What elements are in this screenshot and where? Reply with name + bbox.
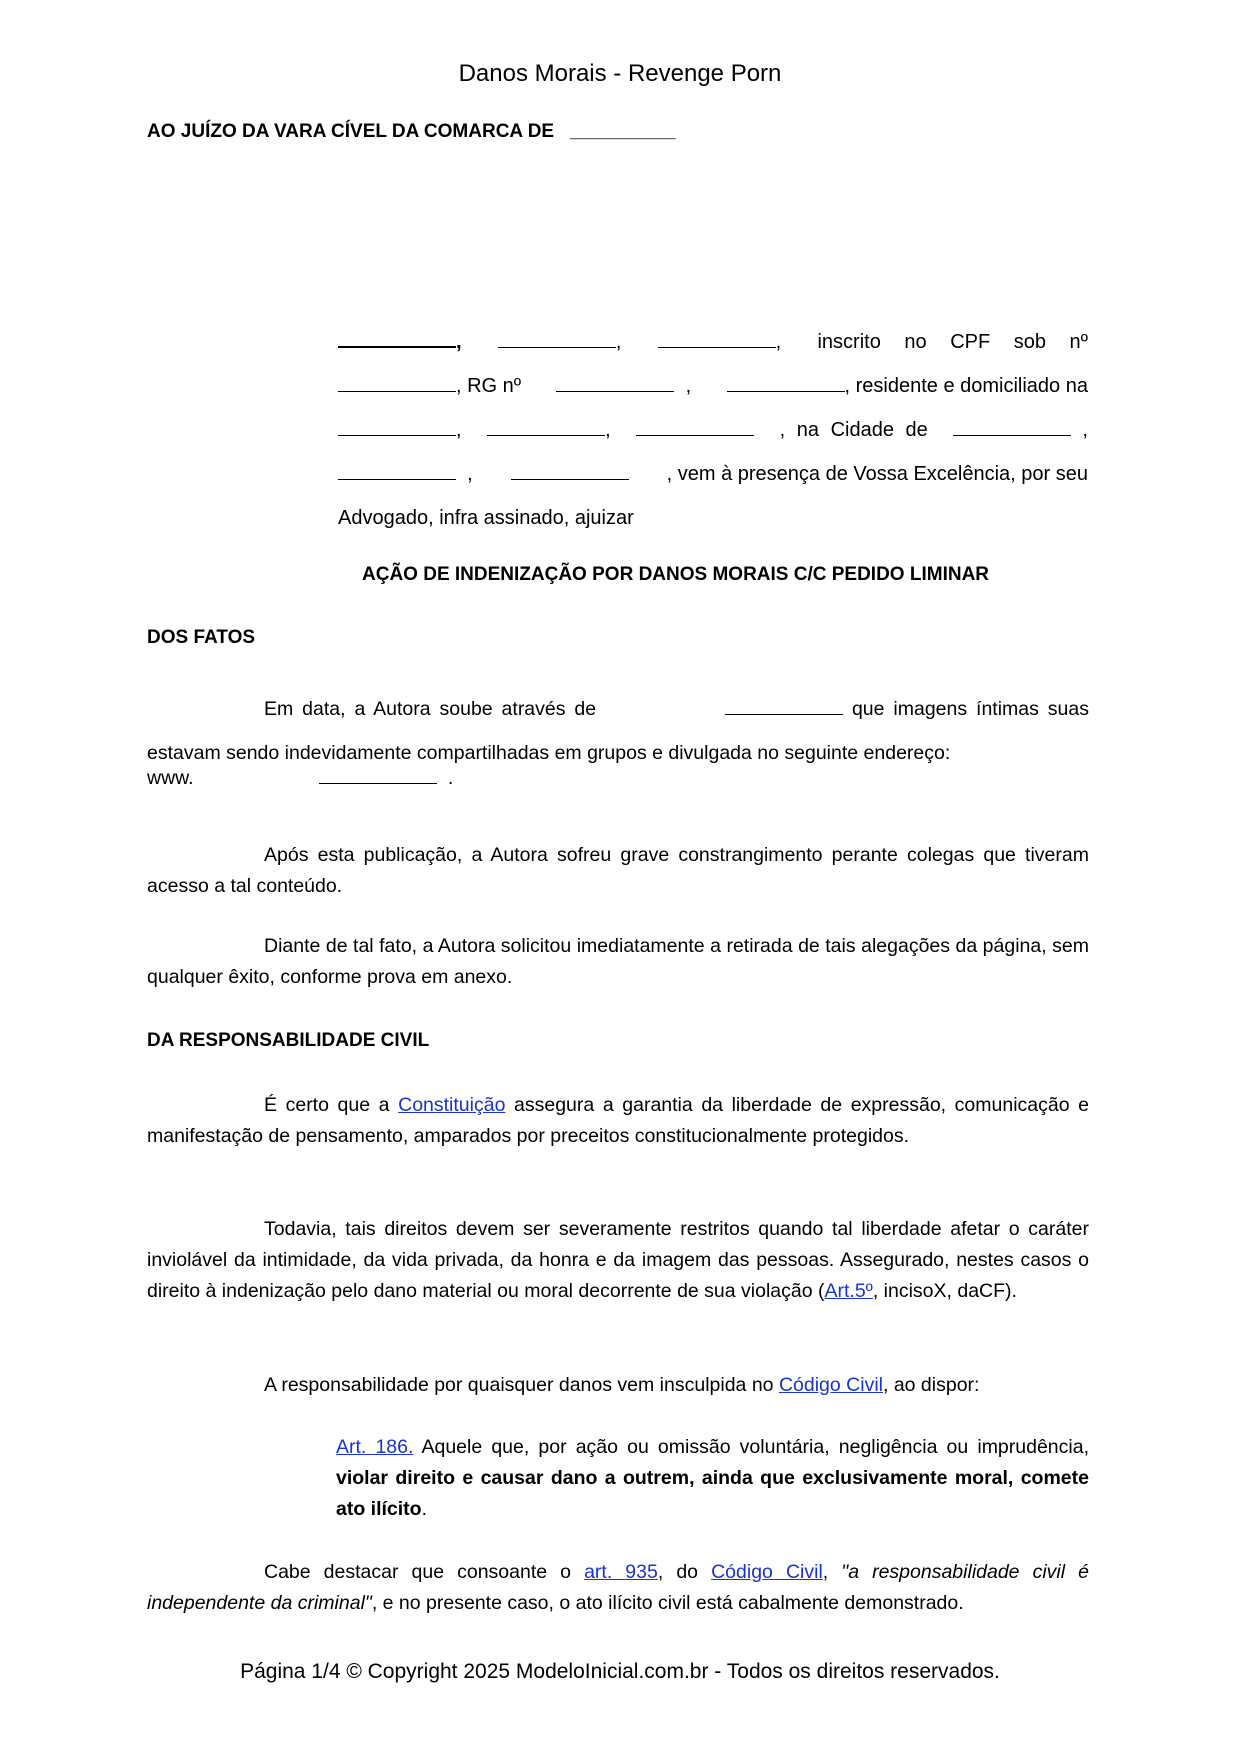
liability-paragraph-3 <box>147 1370 1089 1401</box>
nationality-blank <box>498 331 616 348</box>
page-footer: Página 1/4 © Copyright 2025 ModeloInicial.com.br - Todos os direitos reservados. <box>240 1660 1000 1683</box>
facts-p1-rest: que imagens íntimas suas estavam sendo indevidamente compartilhadas em grupos e divulgada no seguinte endereço: <box>147 698 1089 764</box>
liability-paragraph-4 <box>147 1557 1089 1619</box>
number-blank <box>487 419 605 436</box>
addressing-text: AO JUÍZO DA VARA CÍVEL DA COMARCA DE <box>147 121 555 142</box>
civil-code-link[interactable]: Código Civil <box>778 1374 883 1396</box>
facts-p1-start: Em data, a Autora soube através de <box>264 698 597 720</box>
quote-bold-text: violar direito e causar dano a outrem, ainda que exclusivamente moral, comete ato ilícito <box>336 1467 1089 1520</box>
qualification-line-2: , RG nº , , residente e domiciliado na <box>338 364 1088 408</box>
art935-link[interactable]: art. 935 <box>584 1561 658 1583</box>
liability-p4-end: , e no presente caso, o ato ilícito civil está cabalmente demonstrado. <box>371 1592 964 1614</box>
qualification-block <box>338 320 1088 540</box>
presence-text: , vem à presença de Vossa Excelência, por seu <box>666 463 1088 485</box>
url-prefix: www. <box>147 767 194 789</box>
facts-p2-text: Após esta publicação, a Autora sofreu grave constrangimento perante colegas que tiveram acesso a tal conteúdo. <box>147 844 1089 897</box>
liability-p1-start: É certo que a <box>264 1094 390 1116</box>
facts-p3-text: Diante de tal fato, a Autora solicitou imediatamente a retirada de tais alegações da página, sem qualquer êxito, conforme prova em anexo. <box>147 935 1089 988</box>
civil-code-link-2[interactable]: Código Civil <box>711 1561 823 1583</box>
liability-p4-of: , do <box>657 1561 699 1583</box>
profession-blank <box>727 375 845 392</box>
marital-status-blank <box>658 331 776 348</box>
liability-p2-start: Todavia, tais direitos devem ser severamente restritos quando tal liberdade afetar o caráter inviolável da intimidade, da vida privada, da honra e da imagem das pessoas. Assegurado, nestes casos o direito à indenização pelo dano material ou moral decorrente de sua violação ( <box>147 1218 1089 1302</box>
cpf-label: inscrito no CPF sob nº <box>817 331 1088 353</box>
liability-p4-start: Cabe destacar que consoante o <box>264 1561 572 1583</box>
quote-text: Aquele que, por ação ou omissão voluntária, negligência ou imprudência, <box>421 1436 1089 1458</box>
liability-paragraph-2 <box>147 1214 1089 1307</box>
state-blank <box>338 463 456 480</box>
residence-label: , residente e domiciliado na <box>844 375 1088 397</box>
quote-end: . <box>421 1498 428 1520</box>
cpf-blank <box>338 375 456 392</box>
liability-heading: DA RESPONSABILIDADE CIVIL <box>147 1030 430 1051</box>
city-blank <box>953 419 1071 436</box>
liability-p4-comma: , <box>822 1561 829 1583</box>
qualification-line-4: , , vem à presença de Vossa Excelência, por seu <box>338 452 1088 496</box>
liability-p3-end: , ao dispor: <box>882 1374 980 1396</box>
article-186-quote <box>336 1432 1089 1525</box>
street-blank <box>338 419 456 436</box>
addressing-line <box>147 121 676 143</box>
qualification-line-3: , , , na Cidade de , <box>338 408 1088 452</box>
facts-paragraph-1 <box>147 687 1089 775</box>
facts-paragraph-2 <box>147 840 1089 902</box>
name-blank <box>338 330 456 348</box>
facts-heading: DOS FATOS <box>147 627 256 648</box>
liability-p1-rest: assegura a garantia da liberdade de expressão, comunicação e manifestação de pensamento, amparados por preceitos constitucionalmente protegidos. <box>147 1094 1089 1147</box>
page-header: Danos Morais - Revenge Porn <box>458 60 782 87</box>
url-blank <box>319 767 437 784</box>
lawyer-text: Advogado, infra assinado, ajuizar <box>338 507 634 529</box>
liability-p2-end: , incisoX, daCF). <box>872 1280 1017 1302</box>
rg-label: , RG nº <box>456 375 522 397</box>
constitution-link[interactable]: Constituição <box>398 1094 506 1116</box>
facts-paragraph-3 <box>147 931 1089 993</box>
action-title: AÇÃO DE INDENIZAÇÃO POR DANOS MORAIS C/C PEDIDO LIMINAR <box>362 564 990 585</box>
zip-blank <box>511 463 629 480</box>
district-blank <box>636 419 754 436</box>
facts-url-line: www. . <box>147 767 454 789</box>
source-blank <box>725 698 843 715</box>
art186-link[interactable]: Art. 186. <box>336 1436 414 1458</box>
liability-p3-start: A responsabilidade por quaisquer danos vem insculpida no <box>264 1374 774 1396</box>
qualification-line-1: , , , inscrito no CPF sob nº <box>338 320 1088 364</box>
art5-link[interactable]: Art.5º <box>824 1280 873 1302</box>
liability-paragraph-1 <box>147 1090 1089 1152</box>
rg-blank <box>556 375 674 392</box>
liability-p4-quote: "a responsabilidade civil é independente da criminal" <box>147 1561 1089 1614</box>
city-label: , na Cidade de <box>779 419 928 441</box>
addressing-blank: __________ <box>569 121 676 142</box>
qualification-line-5 <box>338 496 1088 540</box>
